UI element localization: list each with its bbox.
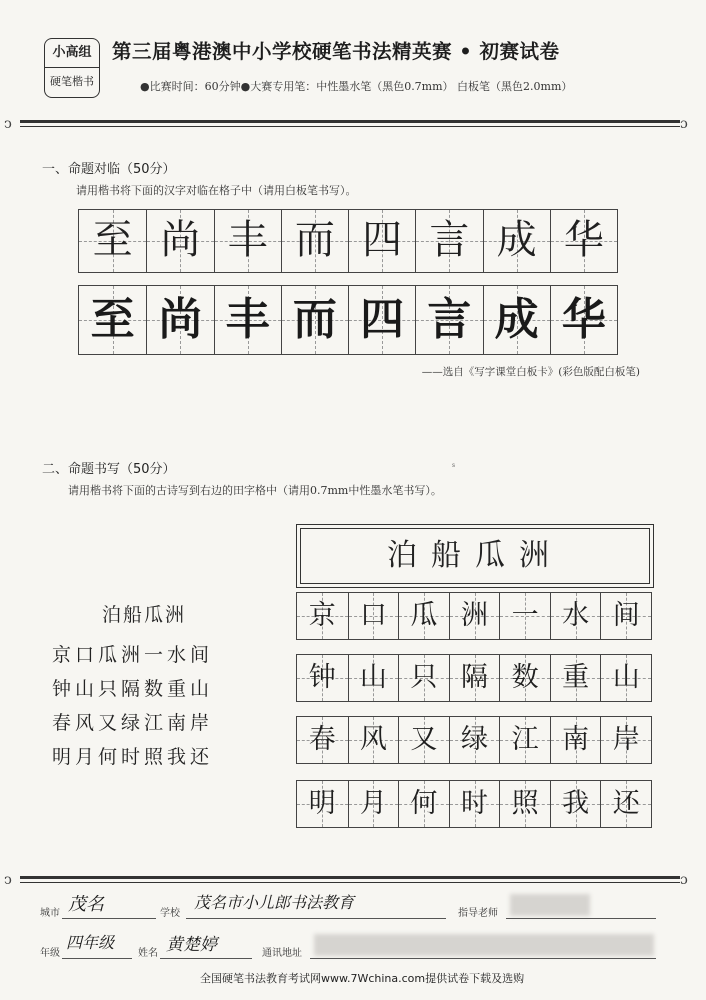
grid-cell xyxy=(499,781,550,827)
grid-cell xyxy=(550,593,601,639)
section1-instruction: 请用楷书将下面的汉字对临在格子中（请用白板笔书写）。 xyxy=(76,184,357,197)
grid-cell xyxy=(600,655,651,701)
grid-cell xyxy=(499,655,550,701)
grid-cell xyxy=(146,286,213,354)
grid-cell xyxy=(483,210,550,272)
grid-cell xyxy=(297,655,348,701)
grid-cell xyxy=(214,210,281,272)
writing-row xyxy=(296,592,652,640)
handwritten-char: 重 xyxy=(562,662,590,693)
city-label: 城市 xyxy=(40,908,60,919)
handwritten-char: 至 xyxy=(92,217,133,263)
website-note: 全国硬笔书法教育考试网www.7Wchina.com提供试卷下载及选购 xyxy=(200,972,525,985)
handwritten-char: 照 xyxy=(511,788,539,819)
exam-subtitle: ●比赛时间：60分钟●大赛专用笔：中性墨水笔（黑色0.7mm） 白板笔（黑色2.0mm） xyxy=(140,80,573,93)
handwritten-char: 山 xyxy=(612,662,640,693)
school-value: 茂名市小儿郎书法教育 xyxy=(194,893,355,912)
handwritten-char: 瓜 xyxy=(410,600,438,631)
exam-title: 第三届粤港澳中小学校硬笔书法精英赛 • 初赛试卷 xyxy=(112,40,560,63)
model-char: 言 xyxy=(427,294,472,345)
section2-title: 二、命题书写（50分） xyxy=(42,462,176,477)
grid-cell xyxy=(550,655,601,701)
header-divider xyxy=(20,120,680,123)
handwritten-copy-grid xyxy=(78,209,618,273)
address-redacted xyxy=(314,934,654,956)
grid-cell xyxy=(483,286,550,354)
handwritten-char: 风 xyxy=(359,724,387,755)
model-char: 成 xyxy=(494,294,539,345)
grid-cell xyxy=(348,286,415,354)
name-label: 姓名 xyxy=(138,948,158,959)
footer-divider xyxy=(20,876,680,879)
handwritten-char: 四 xyxy=(362,217,403,263)
handwritten-char: 江 xyxy=(511,724,539,755)
handwritten-char: 何 xyxy=(410,788,438,819)
handwritten-char: 明 xyxy=(308,788,336,819)
handwritten-char: 时 xyxy=(461,788,488,819)
grid-cell xyxy=(281,210,348,272)
model-char: 华 xyxy=(561,294,606,345)
grid-cell xyxy=(348,593,399,639)
grade-underline xyxy=(62,958,132,959)
handwritten-char: 水 xyxy=(562,600,590,631)
model-character-grid xyxy=(78,285,618,355)
address-label: 通讯地址 xyxy=(262,948,302,959)
scroll-ornament-right-icon: ɔ xyxy=(680,872,688,888)
grid-cell xyxy=(348,655,399,701)
handwritten-char: 月 xyxy=(359,788,387,819)
handwritten-char: 丰 xyxy=(227,217,268,263)
grade-label: 年级 xyxy=(40,948,60,959)
handwritten-char: 钟 xyxy=(308,662,336,693)
grid-cell xyxy=(449,593,500,639)
school-label: 学校 xyxy=(160,908,180,919)
grid-cell xyxy=(550,210,617,272)
grid-cell xyxy=(398,781,449,827)
handwritten-char: 京 xyxy=(308,600,336,631)
grid-cell xyxy=(499,593,550,639)
handwritten-char: 又 xyxy=(410,724,438,755)
written-poem-title-box xyxy=(296,524,654,588)
model-char: 丰 xyxy=(225,294,270,345)
section2-instruction: 请用楷书将下面的古诗写到右边的田字格中（请用0.7mm中性墨水笔书写）。 xyxy=(68,484,442,497)
grid-cell xyxy=(398,593,449,639)
school-underline xyxy=(186,918,446,919)
name-underline xyxy=(160,958,252,959)
scroll-ornament-right-icon: ɔ xyxy=(680,116,688,132)
handwritten-char: 尚 xyxy=(160,217,201,263)
grid-cell xyxy=(348,717,399,763)
handwritten-char: 华 xyxy=(563,217,604,263)
handwritten-char: 还 xyxy=(612,788,640,819)
group-badge xyxy=(44,38,100,98)
printed-poem-line: 钟山只隔数重山 xyxy=(52,678,214,700)
teacher-underline xyxy=(506,918,656,919)
footer-divider-thin xyxy=(20,882,680,883)
grid-cell xyxy=(79,210,146,272)
city-value: 茂名 xyxy=(68,894,104,915)
grid-cell xyxy=(550,781,601,827)
section1-title: 一、命题对临（50分） xyxy=(42,162,176,177)
model-char: 四 xyxy=(360,294,405,345)
handwritten-char: 春 xyxy=(308,724,336,755)
writing-row xyxy=(296,654,652,702)
grid-cell xyxy=(449,655,500,701)
printed-poem-title: 泊船瓜洲 xyxy=(102,604,187,626)
model-char: 而 xyxy=(292,294,337,345)
teacher-label: 指导老师 xyxy=(458,908,498,919)
handwritten-char: 口 xyxy=(359,600,387,631)
grid-cell xyxy=(600,593,651,639)
grid-cell xyxy=(600,717,651,763)
grid-cell xyxy=(415,210,482,272)
name-value: 黄楚婷 xyxy=(166,935,217,955)
handwritten-char: 数 xyxy=(511,662,539,693)
grid-cell xyxy=(449,781,500,827)
handwritten-char: 山 xyxy=(359,662,387,693)
handwritten-char: 南 xyxy=(562,724,590,755)
grid-cell xyxy=(297,781,348,827)
city-underline xyxy=(62,918,156,919)
address-underline xyxy=(310,958,656,959)
grid-cell xyxy=(398,655,449,701)
grid-cell xyxy=(550,286,617,354)
printed-poem-line: 春风又绿江南岸 xyxy=(52,712,214,734)
grade-value: 四年级 xyxy=(66,933,115,952)
grid-cell xyxy=(214,286,281,354)
handwritten-char: 间 xyxy=(612,600,640,631)
handwritten-char: 一 xyxy=(511,600,539,631)
grid-cell xyxy=(348,210,415,272)
handwritten-char: 隔 xyxy=(461,662,488,693)
grid-cell xyxy=(415,286,482,354)
scroll-ornament-left-icon: ↄ xyxy=(4,872,12,888)
grid-cell xyxy=(449,717,500,763)
writing-row xyxy=(296,716,652,764)
handwritten-char: 而 xyxy=(294,217,335,263)
handwritten-char: 我 xyxy=(562,788,590,819)
scroll-ornament-left-icon: ↄ xyxy=(4,116,12,132)
grid-cell xyxy=(281,286,348,354)
badge-style-label: 硬笔楷书 xyxy=(50,75,94,88)
handwritten-char: 只 xyxy=(410,662,438,693)
header-divider-thin xyxy=(20,126,680,127)
grid-cell xyxy=(600,781,651,827)
handwritten-char: 成 xyxy=(496,217,537,263)
model-char: 尚 xyxy=(158,294,203,345)
handwritten-char: 洲 xyxy=(461,600,488,631)
grid-cell xyxy=(297,717,348,763)
grid-cell xyxy=(79,286,146,354)
printed-poem-line: 京口瓜洲一水间 xyxy=(52,644,214,666)
written-poem-title: 泊船瓜洲 xyxy=(387,538,563,573)
model-source-note: ——选自《写字课堂白板卡》(彩色版配白板笔) xyxy=(421,366,640,378)
printed-poem-line: 明月何时照我还 xyxy=(52,746,214,768)
writing-row xyxy=(296,780,652,828)
grid-cell xyxy=(297,593,348,639)
teacher-redacted xyxy=(510,894,590,916)
grid-cell xyxy=(146,210,213,272)
page-mark: s xyxy=(452,462,456,469)
grid-cell xyxy=(348,781,399,827)
grid-cell xyxy=(499,717,550,763)
handwritten-char: 言 xyxy=(429,217,470,263)
handwritten-char: 岸 xyxy=(612,724,640,755)
badge-group-label: 小高组 xyxy=(45,39,99,68)
grid-cell xyxy=(550,717,601,763)
handwritten-char: 绿 xyxy=(461,724,488,755)
model-char: 至 xyxy=(90,294,135,345)
grid-cell xyxy=(398,717,449,763)
